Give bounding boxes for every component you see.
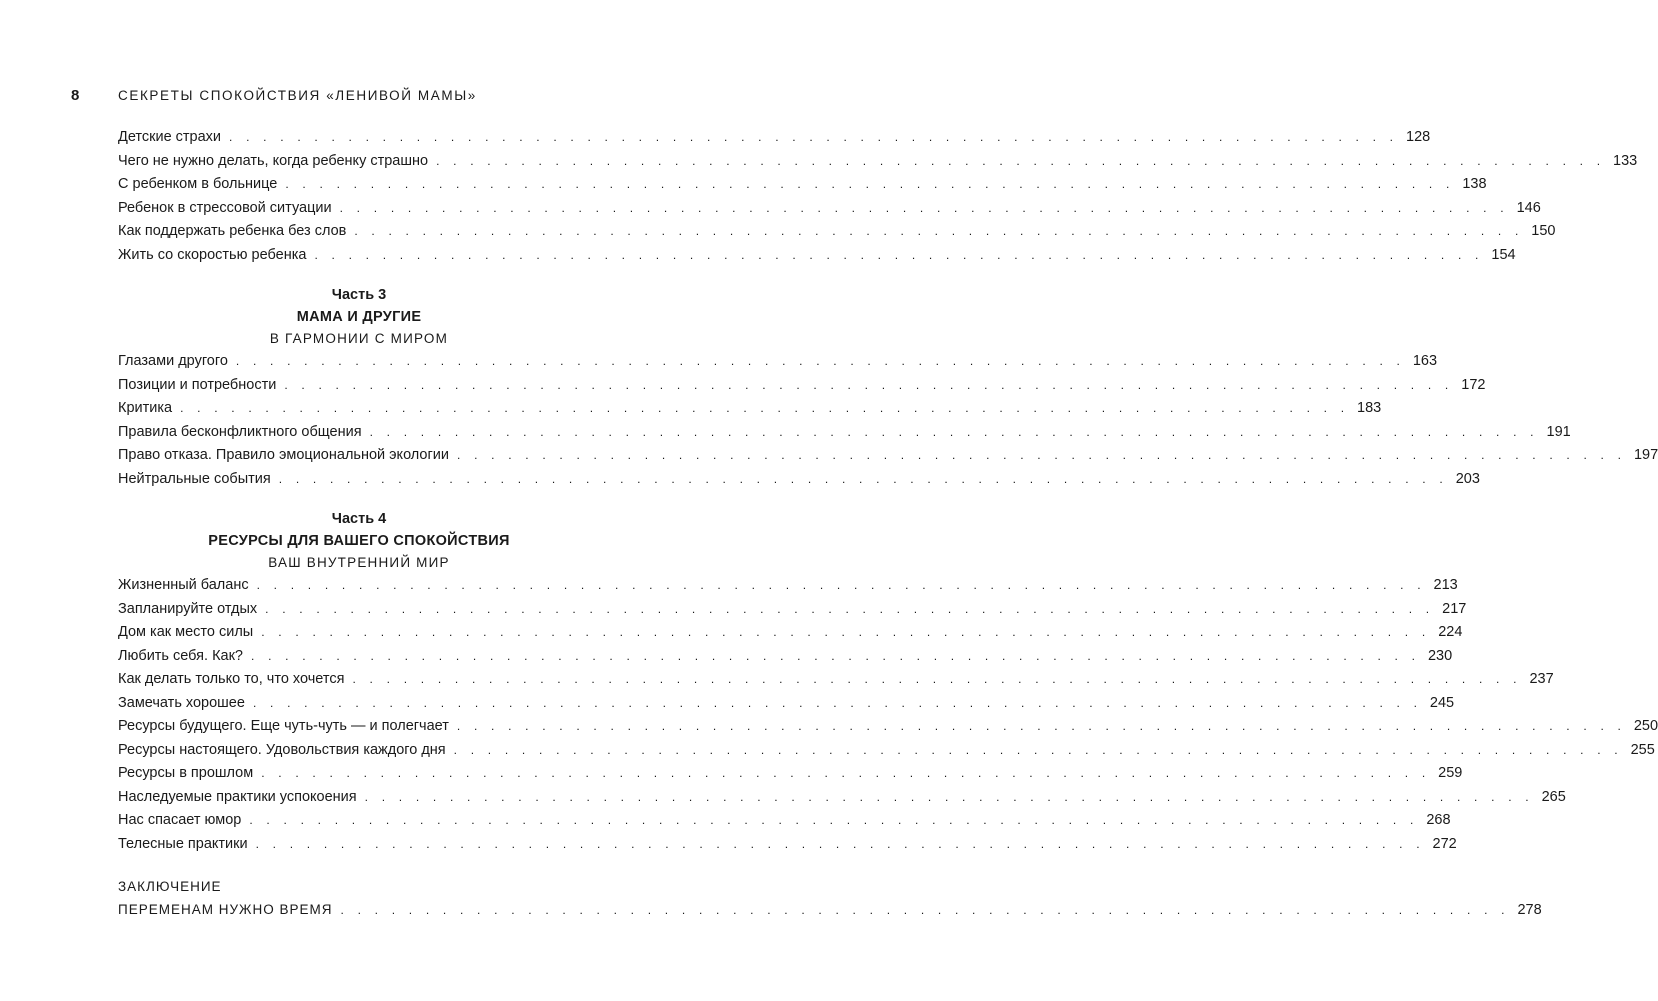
entry-title: Ребенок в стрессовой ситуации xyxy=(118,199,332,216)
entry-page: 259 xyxy=(1438,765,1463,781)
dot-leader: . . . . . . . . . . . . . . . . . . . . . . . . . . . . . . . . . . . . . . . . . . . . . . . . . . . . . . . . . . . . . . . . . . . . . xyxy=(229,130,1399,144)
entry-title: Детские страхи xyxy=(118,129,222,145)
dot-leader: . . . . . . . . . . . . . . . . . . . . . . . . . . . . . . . . . . . . . . . . . . . . . . . . . . . . . . . . . . . . . . . . . . . . . xyxy=(256,578,1426,592)
entry-page: 217 xyxy=(1442,600,1467,617)
dot-leader: . . . . . . . . . . . . . . . . . . . . . . . . . . . . . . . . . . . . . . . . . . . . . . . . . . . . . . . . . . . . . . . . . . . . . xyxy=(249,813,1419,827)
entry-title: Жить со скоростью ребенка xyxy=(118,246,307,263)
toc-entry[interactable] xyxy=(118,220,1556,244)
entry-page: 250 xyxy=(1633,718,1658,734)
toc-entry[interactable] xyxy=(118,468,1480,492)
conclusion-section xyxy=(118,876,1542,922)
conclusion-label: ЗАКЛЮЧЕНИЕ xyxy=(118,879,222,894)
entry-title: Нейтральные события xyxy=(118,470,271,487)
toc-group-part4 xyxy=(118,574,1658,856)
entry-title: ПЕРЕМЕНАМ НУЖНО ВРЕМЯ xyxy=(118,902,333,917)
entry-title: Ресурсы настоящего. Удовольствия каждого дня xyxy=(118,741,446,758)
toc-entry[interactable] xyxy=(118,150,1638,174)
part-subtitle: ВАШ ВНУТРЕННИЙ МИР xyxy=(268,555,450,570)
entry-title: Чего не нужно делать, когда ребенку страшно xyxy=(118,152,429,169)
entry-title: Ресурсы будущего. Еще чуть-чуть — и полегчает xyxy=(118,718,449,734)
dot-leader: . . . . . . . . . . . . . . . . . . . . . . . . . . . . . . . . . . . . . . . . . . . . . . . . . . . . . . . . . . . . . . . . . . . . . xyxy=(354,224,1524,238)
toc-entry[interactable] xyxy=(118,173,1487,197)
toc-entry[interactable] xyxy=(118,645,1453,669)
entry-page: 183 xyxy=(1357,400,1382,416)
part-3-heading xyxy=(118,284,600,350)
entry-page: 128 xyxy=(1406,129,1431,145)
part-label: Часть 3 xyxy=(331,287,387,303)
entry-title: Право отказа. Правило эмоциональной экологии xyxy=(118,447,449,463)
entry-page: 278 xyxy=(1517,902,1542,918)
entry-page: 150 xyxy=(1531,223,1556,239)
entry-page: 138 xyxy=(1462,176,1487,192)
dot-leader: . . . . . . . . . . . . . . . . . . . . . . . . . . . . . . . . . . . . . . . . . . . . . . . . . . . . . . . . . . . . . . . . . . . . . xyxy=(352,672,1522,686)
dot-leader: . . . . . . . . . . . . . . . . . . . . . . . . . . . . . . . . . . . . . . . . . . . . . . . . . . . . . . . . . . . . . . . . . . . . . xyxy=(364,789,1534,804)
entry-page: 265 xyxy=(1541,788,1566,805)
dot-leader: . . . . . . . . . . . . . . . . . . . . . . . . . . . . . . . . . . . . . . . . . . . . . . . . . . . . . . . . . . . . . . . . . . . . . xyxy=(255,836,1425,851)
toc-entry[interactable] xyxy=(118,350,1438,374)
entry-title: Как делать только то, что хочется xyxy=(118,671,345,687)
dot-leader: . . . . . . . . . . . . . . . . . . . . . . . . . . . . . . . . . . . . . . . . . . . . . . . . . . . . . . . . . . . . . . . . . . . . . xyxy=(457,448,1627,462)
entry-title: Критика xyxy=(118,400,173,416)
toc-entry[interactable] xyxy=(118,126,1431,150)
entry-page: 245 xyxy=(1429,694,1455,711)
part-4-heading xyxy=(118,508,600,574)
entry-page: 203 xyxy=(1455,470,1480,487)
entry-page: 237 xyxy=(1529,671,1554,687)
toc-entry[interactable] xyxy=(118,898,1542,922)
entry-title: С ребенком в больнице xyxy=(118,176,278,192)
entry-page: 163 xyxy=(1412,353,1438,369)
toc-entry[interactable] xyxy=(118,444,1658,468)
entry-title: Позиции и потребности xyxy=(118,376,277,393)
dot-leader: . . . . . . . . . . . . . . . . . . . . . . . . . . . . . . . . . . . . . . . . . . . . . . . . . . . . . . . . . . . . . . . . . . . . . xyxy=(252,695,1423,710)
toc-entry[interactable] xyxy=(118,598,1467,622)
toc-group-part2-continued xyxy=(118,126,1638,267)
entry-title: Замечать хорошее xyxy=(118,694,245,711)
toc-entry[interactable] xyxy=(118,692,1455,716)
dot-leader: . . . . . . . . . . . . . . . . . . . . . . . . . . . . . . . . . . . . . . . . . . . . . . . . . . . . . . . . . . . . . . . . . . . . . xyxy=(261,625,1431,639)
entry-title: Глазами другого xyxy=(118,353,228,369)
entry-page: 224 xyxy=(1438,624,1463,640)
entry-title: Наследуемые практики успокоения xyxy=(118,788,357,805)
dot-leader: . . . . . . . . . . . . . . . . . . . . . . . . . . . . . . . . . . . . . . . . . . . . . . . . . . . . . . . . . . . . . . . . . . . . . xyxy=(265,601,1435,616)
entry-page: 197 xyxy=(1633,447,1658,463)
toc-entry[interactable] xyxy=(118,762,1463,786)
entry-page: 213 xyxy=(1433,577,1458,593)
dot-leader: . . . . . . . . . . . . . . . . . . . . . . . . . . . . . . . . . . . . . . . . . . . . . . . . . . . . . . . . . . . . . . . . . . . . . xyxy=(285,177,1455,191)
part-title: МАМА И ДРУГИЕ xyxy=(296,309,422,325)
toc-entry[interactable] xyxy=(118,833,1457,857)
part-subtitle: В ГАРМОНИИ С МИРОМ xyxy=(269,331,449,346)
dot-leader: . . . . . . . . . . . . . . . . . . . . . . . . . . . . . . . . . . . . . . . . . . . . . . . . . . . . . . . . . . . . . . . . . . . . . xyxy=(180,401,1350,415)
entry-page: 191 xyxy=(1546,423,1571,440)
part-label: Часть 4 xyxy=(331,511,387,527)
toc-entry[interactable] xyxy=(118,244,1516,268)
dot-leader: . . . . . . . . . . . . . . . . . . . . . . . . . . . . . . . . . . . . . . . . . . . . . . . . . . . . . . . . . . . . . . . . . . . . . xyxy=(278,471,1448,486)
toc-entry[interactable] xyxy=(118,715,1658,739)
entry-title: Дом как место силы xyxy=(118,624,254,640)
entry-page: 272 xyxy=(1432,835,1457,852)
entry-title: Нас спасает юмор xyxy=(118,812,242,828)
dot-leader: . . . . . . . . . . . . . . . . . . . . . . . . . . . . . . . . . . . . . . . . . . . . . . . . . . . . . . . . . . . . . . . . . . . . . xyxy=(340,903,1510,917)
page-number: 8 xyxy=(71,87,80,104)
toc-entry[interactable] xyxy=(118,574,1458,598)
dot-leader: . . . . . . . . . . . . . . . . . . . . . . . . . . . . . . . . . . . . . . . . . . . . . . . . . . . . . . . . . . . . . . . . . . . . . xyxy=(314,247,1484,262)
dot-leader: . . . . . . . . . . . . . . . . . . . . . . . . . . . . . . . . . . . . . . . . . . . . . . . . . . . . . . . . . . . . . . . . . . . . . xyxy=(453,742,1623,757)
toc-entry[interactable] xyxy=(118,374,1486,398)
dot-leader: . . . . . . . . . . . . . . . . . . . . . . . . . . . . . . . . . . . . . . . . . . . . . . . . . . . . . . . . . . . . . . . . . . . . . xyxy=(339,200,1509,215)
table-of-contents xyxy=(118,126,1658,922)
entry-title: Как поддержать ребенка без слов xyxy=(118,223,347,239)
dot-leader: . . . . . . . . . . . . . . . . . . . . . . . . . . . . . . . . . . . . . . . . . . . . . . . . . . . . . . . . . . . . . . . . . . . . . xyxy=(284,377,1454,392)
entry-page: 154 xyxy=(1491,246,1516,263)
toc-entry[interactable] xyxy=(118,668,1554,692)
toc-entry[interactable] xyxy=(118,739,1655,763)
toc-entry[interactable] xyxy=(118,809,1451,833)
toc-group-part3 xyxy=(118,350,1658,491)
toc-entry[interactable] xyxy=(118,621,1463,645)
entry-title: Ресурсы в прошлом xyxy=(118,765,254,781)
running-header xyxy=(71,87,477,104)
entry-page: 146 xyxy=(1516,199,1541,216)
dot-leader: . . . . . . . . . . . . . . . . . . . . . . . . . . . . . . . . . . . . . . . . . . . . . . . . . . . . . . . . . . . . . . . . . . . . . xyxy=(251,648,1421,663)
entry-title: Любить себя. Как? xyxy=(118,647,243,664)
entry-page: 172 xyxy=(1461,376,1486,393)
entry-title: Запланируйте отдых xyxy=(118,600,258,617)
entry-page: 255 xyxy=(1630,741,1655,758)
entry-title: Жизненный баланс xyxy=(118,577,249,593)
entry-page: 133 xyxy=(1613,152,1638,169)
entry-page: 230 xyxy=(1427,647,1453,664)
toc-entry[interactable] xyxy=(118,421,1571,445)
dot-leader: . . . . . . . . . . . . . . . . . . . . . . . . . . . . . . . . . . . . . . . . . . . . . . . . . . . . . . . . . . . . . . . . . . . . . xyxy=(369,424,1539,439)
entry-page: 268 xyxy=(1426,812,1451,828)
running-title: СЕКРЕТЫ СПОКОЙСТВИЯ «ЛЕНИВОЙ МАМЫ» xyxy=(118,88,477,103)
toc-entry[interactable] xyxy=(118,786,1566,810)
entry-title: Правила бесконфликтного общения xyxy=(118,423,362,440)
dot-leader: . . . . . . . . . . . . . . . . . . . . . . . . . . . . . . . . . . . . . . . . . . . . . . . . . . . . . . . . . . . . . . . . . . . . . xyxy=(261,766,1431,780)
toc-entry[interactable] xyxy=(118,197,1541,221)
dot-leader: . . . . . . . . . . . . . . . . . . . . . . . . . . . . . . . . . . . . . . . . . . . . . . . . . . . . . . . . . . . . . . . . . . . . . xyxy=(235,354,1406,368)
entry-title: Телесные практики xyxy=(118,835,248,852)
dot-leader: . . . . . . . . . . . . . . . . . . . . . . . . . . . . . . . . . . . . . . . . . . . . . . . . . . . . . . . . . . . . . . . . . . . . . xyxy=(436,153,1606,168)
dot-leader: . . . . . . . . . . . . . . . . . . . . . . . . . . . . . . . . . . . . . . . . . . . . . . . . . . . . . . . . . . . . . . . . . . . . . xyxy=(456,719,1627,733)
part-title: РЕСУРСЫ ДЛЯ ВАШЕГО СПОКОЙСТВИЯ xyxy=(208,533,510,549)
toc-entry[interactable] xyxy=(118,397,1382,421)
